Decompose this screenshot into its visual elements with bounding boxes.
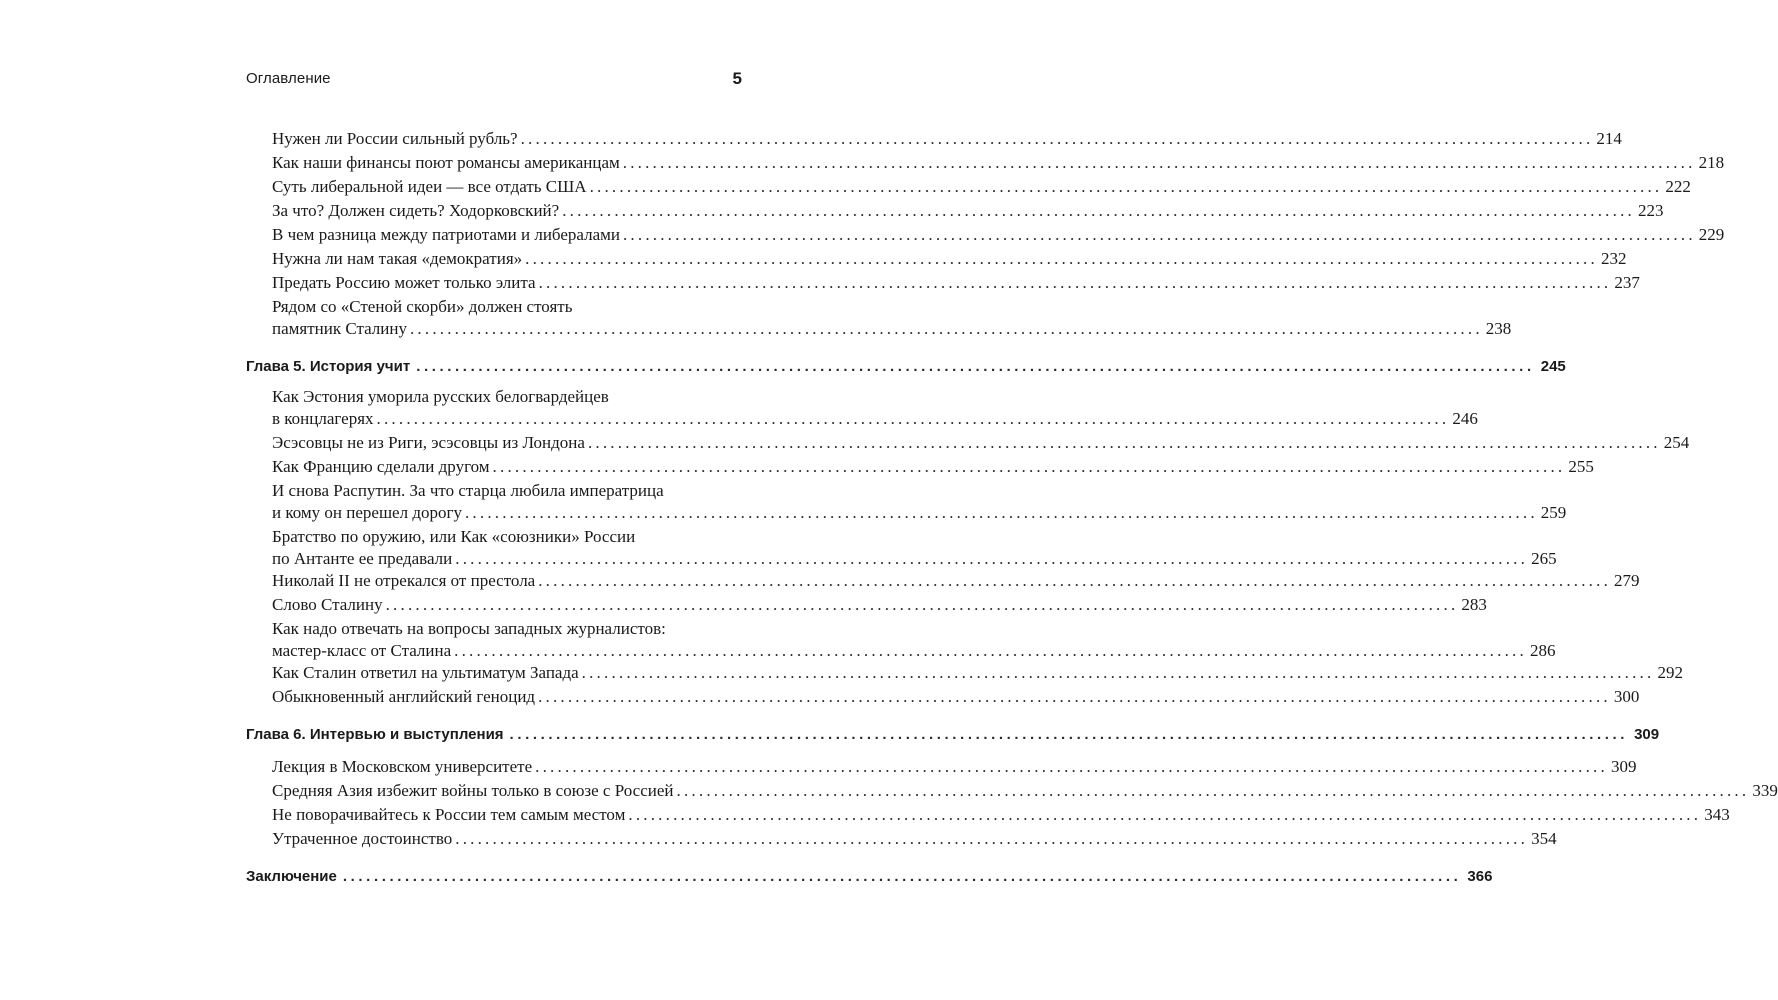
- entry-page: 214: [1596, 129, 1622, 148]
- entry-title: мастер-класс от Сталина: [272, 641, 452, 660]
- entry-page: 254: [1663, 433, 1690, 452]
- dot-leader: ................................................................................................................................................: [376, 409, 1450, 428]
- dot-leader: ................................................................................................................................................: [535, 757, 1608, 776]
- entry-page: 229: [1698, 225, 1725, 244]
- dot-leader: ................................................................................................................................................: [628, 805, 1702, 824]
- entry-title: Лекция в Московском университете: [272, 757, 533, 776]
- entry-page: 255: [1568, 457, 1594, 476]
- entry-title-line1: Братство по оружию, или Как «союзники» России: [272, 527, 636, 546]
- entry-page: 223: [1638, 201, 1664, 220]
- dot-leader: ................................................................................................................................................: [492, 457, 1566, 476]
- entry-title: и кому он перешел дорогу: [272, 503, 462, 522]
- entry-title: Обыкновенный английский геноцид: [272, 687, 536, 706]
- entry-title: Утраченное достоинство: [272, 829, 453, 848]
- entry-page: 354: [1531, 829, 1557, 848]
- dot-leader: ................................................................................................................................................: [538, 571, 1612, 590]
- entry-page: 259: [1540, 503, 1567, 522]
- entry-title: по Антанте ее предавали: [272, 549, 453, 568]
- toc-entry[interactable]: [272, 432, 1690, 454]
- toc-entry[interactable]: [272, 756, 1637, 778]
- dot-leader: ................................................................................................................................................: [455, 829, 1529, 848]
- dot-leader: ................................................................................................................................................: [538, 687, 1611, 706]
- toc-entry[interactable]: [272, 176, 1691, 198]
- entry-title: За что? Должен сидеть? Ходорковский?: [272, 201, 560, 220]
- dot-leader: ................................................................................................................................................: [409, 319, 1483, 338]
- dot-leader: ................................................................................................................................................: [589, 177, 1663, 196]
- toc-entry[interactable]: [272, 526, 1557, 570]
- toc-entry[interactable]: [272, 456, 1594, 478]
- entry-page: 283: [1461, 595, 1487, 614]
- toc-entry[interactable]: [272, 224, 1725, 246]
- toc-entry[interactable]: [272, 152, 1725, 174]
- entry-page: 300: [1613, 687, 1640, 706]
- toc-chapter-6[interactable]: [246, 724, 1660, 746]
- dot-leader: ................................................................................................................................................: [509, 726, 1629, 743]
- toc-entry[interactable]: [272, 386, 1478, 430]
- toc-entry[interactable]: [272, 780, 1778, 802]
- chapter-page: 309: [1634, 726, 1660, 743]
- entry-title: Средняя Азия избежит войны только в союзе с Россией: [272, 781, 674, 800]
- dot-leader: ................................................................................................................................................: [464, 503, 1538, 522]
- toc-entry[interactable]: [272, 594, 1487, 616]
- dot-leader: ................................................................................................................................................: [587, 433, 1661, 452]
- entry-page: 265: [1531, 549, 1557, 568]
- toc-entry[interactable]: [272, 128, 1622, 150]
- entry-page: 292: [1657, 663, 1683, 682]
- dot-leader: ................................................................................................................................................: [562, 201, 1635, 220]
- dot-leader: ................................................................................................................................................: [385, 595, 1459, 614]
- entry-page: 218: [1698, 153, 1725, 172]
- entry-title: Николай II не отрекался от престола: [272, 571, 536, 590]
- entry-title: Эсэсовцы не из Риги, эсэсовцы из Лондона: [272, 433, 585, 452]
- toc-entry[interactable]: [272, 480, 1567, 524]
- dot-leader: ................................................................................................................................................: [342, 868, 1462, 885]
- entry-title: Слово Сталину: [272, 595, 383, 614]
- entry-title-line1: Как Эстония уморила русских белогвардейцев: [272, 387, 609, 406]
- dot-leader: ................................................................................................................................................: [622, 153, 1696, 172]
- chapter-title: Глава 5. История учит: [246, 358, 411, 375]
- dot-leader: ................................................................................................................................................: [525, 249, 1598, 268]
- toc-entry[interactable]: [272, 272, 1640, 294]
- entry-page: 246: [1452, 409, 1478, 428]
- toc-entry[interactable]: [272, 200, 1664, 222]
- toc-entry[interactable]: [272, 686, 1640, 708]
- entry-title: Суть либеральной идеи — все отдать США: [272, 177, 587, 196]
- entry-page: 279: [1614, 571, 1640, 590]
- entry-title: Как Сталин ответил на ультиматум Запада: [272, 663, 579, 682]
- entry-title: в концлагерях: [272, 409, 374, 428]
- entry-title: Нужна ли нам такая «демократия»: [272, 249, 523, 268]
- entry-page: 238: [1485, 319, 1512, 338]
- page-number: 5: [732, 69, 742, 88]
- dot-leader: ................................................................................................................................................: [622, 225, 1696, 244]
- entry-title-line1: И снова Распутин. За что старца любила императрица: [272, 481, 664, 500]
- entry-title: Не поворачивайтесь к России тем самым местом: [272, 805, 626, 824]
- entry-title: Предать Россию может только элита: [272, 273, 536, 292]
- entry-title: Нужен ли России сильный рубль?: [272, 129, 518, 148]
- entry-title-line1: Как надо отвечать на вопросы западных журналистов:: [272, 619, 666, 638]
- chapter-title: Заключение: [246, 868, 337, 885]
- toc-entry[interactable]: [272, 662, 1683, 684]
- entry-title: Как наши финансы поют романсы американцам: [272, 153, 620, 172]
- dot-leader: ................................................................................................................................................: [538, 273, 1612, 292]
- dot-leader: ................................................................................................................................................: [676, 781, 1750, 800]
- dot-leader: ................................................................................................................................................: [416, 358, 1535, 375]
- entry-title: Как Францию сделали другом: [272, 457, 490, 476]
- dot-leader: ................................................................................................................................................: [454, 641, 1527, 660]
- running-head: Оглавление: [246, 70, 331, 87]
- dot-leader: ................................................................................................................................................: [581, 663, 1655, 682]
- entry-page: 343: [1704, 805, 1730, 824]
- entry-page: 222: [1665, 177, 1691, 196]
- entry-title-line1: Рядом со «Стеной скорби» должен стоять: [272, 297, 573, 316]
- entry-title: памятник Сталину: [272, 319, 407, 338]
- toc-conclusion[interactable]: [246, 866, 1493, 888]
- entry-page: 339: [1752, 781, 1778, 800]
- toc-entry[interactable]: [272, 828, 1557, 850]
- toc-entry[interactable]: [272, 296, 1512, 340]
- toc-entry[interactable]: [272, 804, 1730, 826]
- entry-title: В чем разница между патриотами и либералами: [272, 225, 620, 244]
- dot-leader: ................................................................................................................................................: [520, 129, 1594, 148]
- entry-page: 232: [1600, 249, 1627, 268]
- toc-entry[interactable]: [272, 570, 1640, 592]
- entry-page: 309: [1610, 757, 1637, 776]
- toc-entry[interactable]: [272, 248, 1627, 270]
- entry-page: 286: [1529, 641, 1556, 660]
- dot-leader: ................................................................................................................................................: [455, 549, 1529, 568]
- chapter-title: Глава 6. Интервью и выступления: [246, 726, 504, 743]
- chapter-page: 366: [1467, 868, 1493, 885]
- toc-entry[interactable]: [272, 618, 1556, 662]
- chapter-page: 245: [1540, 358, 1566, 375]
- entry-page: 237: [1614, 273, 1640, 292]
- page-header: [246, 70, 742, 94]
- toc-chapter-5[interactable]: [246, 356, 1566, 378]
